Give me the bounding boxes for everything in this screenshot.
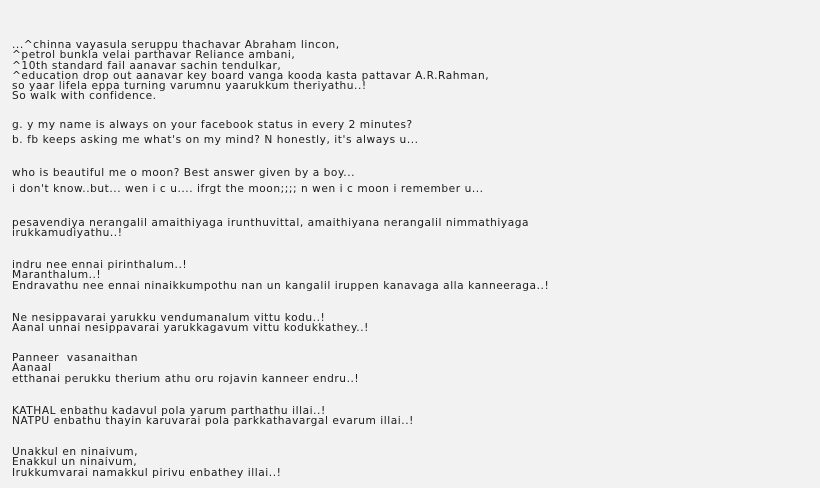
paragraph-famous-people <box>12 40 812 102</box>
paragraph-kathal-natpu <box>12 406 812 427</box>
text-line: Aanaal <box>12 362 52 375</box>
text-line: i don't know..but... wen i c u.... ifrgt the moon;;;; n wen i c moon i remember u... <box>12 183 484 195</box>
text-line: Maranthalum..! <box>12 269 102 282</box>
paragraph-facebook-question <box>12 120 812 130</box>
paragraph-separation <box>12 260 812 291</box>
paragraph-silence <box>12 218 812 239</box>
text-line: b. fb keeps asking me what's on my mind? N honestly, it's always u... <box>12 134 419 146</box>
text-line: pesavendiya nerangalil amaithiyaga irunthuvittal, amaithiyana nerangalil nimmathiyaga <box>12 217 530 229</box>
paragraph-memories <box>12 447 812 478</box>
text-line: ^petrol bunkla velai parthavar Reliance ambani, <box>12 49 296 62</box>
text-line: NATPU enbathu thayin karuvarai pola parkkathavargal evarum illai..! <box>12 415 414 428</box>
text-line: etthanai perukku therium athu oru rojavin kanneer endru..! <box>12 372 360 385</box>
text-line: Enakkul un ninaivum, <box>12 456 138 469</box>
text-line: so yaar lifela eppa turning varumnu yaarukkum theriyathu..! <box>12 80 367 93</box>
text-line: ^10th standard fail aanavar sachin tendulkar, <box>12 59 282 72</box>
text-line: Panneer vasanaithan <box>12 352 138 364</box>
paragraph-rosewater <box>12 353 812 384</box>
text-line: indru nee ennai pirinthalum..! <box>12 259 188 271</box>
text-line: ^education drop out aanavar key board vanga kooda kasta pattavar A.R.Rahman, <box>12 69 490 82</box>
paragraph-moon-question <box>12 168 812 178</box>
paragraph-facebook-answer <box>12 135 812 145</box>
text-line: g. y my name is always on your facebook status in every 2 minutes? <box>12 119 413 131</box>
text-line: So walk with confidence. <box>12 90 157 103</box>
text-line: Endravathu nee ennai ninaikkumpothu nan un kangalil iruppen kanavaga alla kanneeraga..! <box>12 279 550 292</box>
text-line: irukkamudiyathu..! <box>12 227 123 240</box>
paragraph-moon-answer <box>12 184 812 194</box>
paragraph-love-sacrifice <box>12 313 812 334</box>
text-line: Ne nesippavarai yarukku vendumanalum vittu kodu..! <box>12 312 326 324</box>
text-line: KATHAL enbathu kadavul pola yarum parthathu illai..! <box>12 405 326 417</box>
text-line: Aanal unnai nesippavarai yarukkagavum vittu kodukkathey..! <box>12 322 369 335</box>
text-line: who is beautiful me o moon? Best answer given by a boy... <box>12 167 356 179</box>
text-line: Irukkumvarai namakkul pirivu enbathey illai..! <box>12 466 282 479</box>
text-line: Unakkul en ninaivum, <box>12 446 139 458</box>
text-line: ...^chinna vayasula seruppu thachavar Abraham lincon, <box>12 39 340 51</box>
